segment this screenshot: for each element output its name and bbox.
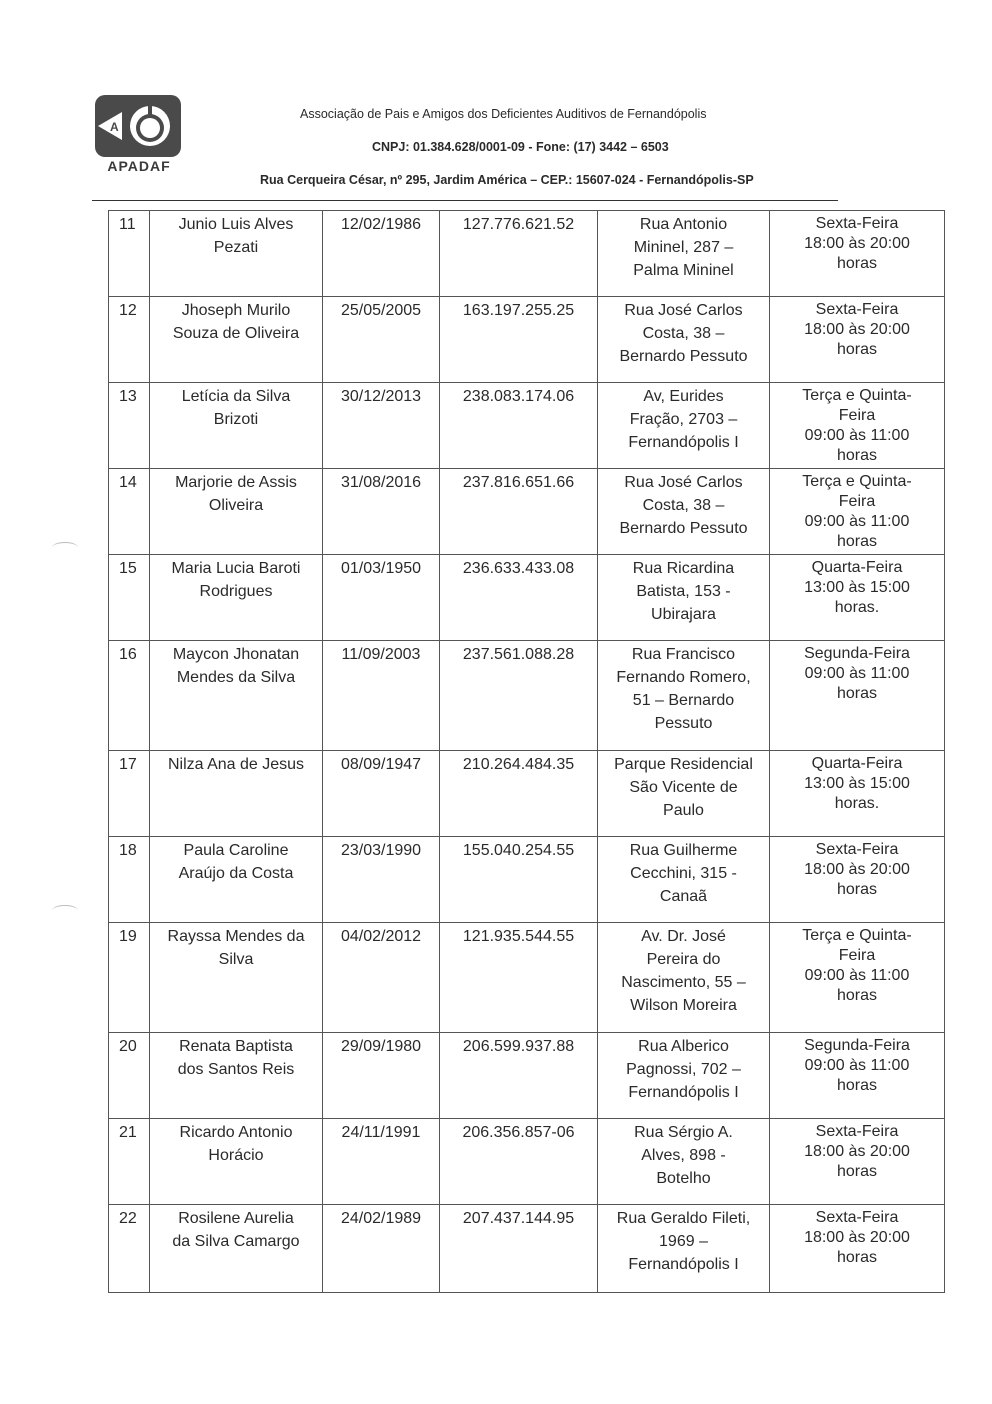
person-name: Junio Luis Alves Pezati <box>150 211 323 297</box>
table-row <box>109 1119 945 1205</box>
home-address: Rua Francisco Fernando Romero, 51 – Bernardo Pessuto <box>598 641 770 751</box>
row-number: 21 <box>109 1119 150 1205</box>
birth-date: 23/03/1990 <box>323 837 440 923</box>
home-address: Rua Guilherme Cecchini, 315 - Canaã <box>598 837 770 923</box>
birth-date: 29/09/1980 <box>323 1033 440 1119</box>
table-row <box>109 211 945 297</box>
attendance-schedule: Segunda-Feira 09:00 às 11:00 horas <box>770 641 945 751</box>
logo-wordmark: APADAF <box>107 158 171 174</box>
margin-mark <box>52 542 78 553</box>
home-address: Rua José Carlos Costa, 38 – Bernardo Pessuto <box>598 469 770 555</box>
person-name: Letícia da Silva Brizoti <box>150 383 323 469</box>
home-address: Av, Eurides Fração, 2703 – Fernandópolis I <box>598 383 770 469</box>
header-divider <box>92 200 838 201</box>
attendance-schedule: Terça e Quinta- Feira 09:00 às 11:00 horas <box>770 383 945 469</box>
home-address: Rua José Carlos Costa, 38 – Bernardo Pessuto <box>598 297 770 383</box>
attendance-schedule: Terça e Quinta- Feira 09:00 às 11:00 horas <box>770 923 945 1033</box>
home-address: Rua Alberico Pagnossi, 702 – Fernandópolis I <box>598 1033 770 1119</box>
person-name: Nilza Ana de Jesus <box>150 751 323 837</box>
row-number: 13 <box>109 383 150 469</box>
birth-date: 11/09/2003 <box>323 641 440 751</box>
home-address: Parque Residencial São Vicente de Paulo <box>598 751 770 837</box>
attendance-schedule: Sexta-Feira 18:00 às 20:00 horas <box>770 297 945 383</box>
document-number: 210.264.484.35 <box>440 751 598 837</box>
roster-table <box>108 210 945 1293</box>
birth-date: 25/05/2005 <box>323 297 440 383</box>
document-number: 127.776.621.52 <box>440 211 598 297</box>
home-address: Rua Antonio Mininel, 287 – Palma Mininel <box>598 211 770 297</box>
table-row <box>109 1033 945 1119</box>
table-row <box>109 297 945 383</box>
person-name: Paula Caroline Araújo da Costa <box>150 837 323 923</box>
birth-date: 24/11/1991 <box>323 1119 440 1205</box>
document-number: 206.356.857-06 <box>440 1119 598 1205</box>
table-row <box>109 1205 945 1293</box>
person-name: Rayssa Mendes da Silva <box>150 923 323 1033</box>
document-number: 155.040.254.55 <box>440 837 598 923</box>
table-row <box>109 923 945 1033</box>
attendance-schedule: Terça e Quinta- Feira 09:00 às 11:00 horas <box>770 469 945 555</box>
row-number: 12 <box>109 297 150 383</box>
birth-date: 12/02/1986 <box>323 211 440 297</box>
document-number: 207.437.144.95 <box>440 1205 598 1293</box>
svg-text:A: A <box>110 120 119 134</box>
person-name: Maycon Jhonatan Mendes da Silva <box>150 641 323 751</box>
birth-date: 04/02/2012 <box>323 923 440 1033</box>
person-name: Jhoseph Murilo Souza de Oliveira <box>150 297 323 383</box>
attendance-schedule: Sexta-Feira 18:00 às 20:00 horas <box>770 837 945 923</box>
person-name: Rosilene Aurelia da Silva Camargo <box>150 1205 323 1293</box>
birth-date: 24/02/1989 <box>323 1205 440 1293</box>
home-address: Av. Dr. José Pereira do Nascimento, 55 – Wilson Moreira <box>598 923 770 1033</box>
home-address: Rua Ricardina Batista, 153 - Ubirajara <box>598 555 770 641</box>
attendance-schedule: Sexta-Feira 18:00 às 20:00 horas <box>770 1119 945 1205</box>
row-number: 19 <box>109 923 150 1033</box>
attendance-schedule: Quarta-Feira 13:00 às 15:00 horas. <box>770 555 945 641</box>
birth-date: 01/03/1950 <box>323 555 440 641</box>
attendance-schedule: Segunda-Feira 09:00 às 11:00 horas <box>770 1033 945 1119</box>
document-number: 121.935.544.55 <box>440 923 598 1033</box>
row-number: 17 <box>109 751 150 837</box>
row-number: 18 <box>109 837 150 923</box>
birth-date: 08/09/1947 <box>323 751 440 837</box>
row-number: 20 <box>109 1033 150 1119</box>
person-name: Maria Lucia Baroti Rodrigues <box>150 555 323 641</box>
organization-name: Associação de Pais e Amigos dos Deficientes Auditivos de Fernandópolis <box>300 107 707 121</box>
row-number: 11 <box>109 211 150 297</box>
table-row <box>109 469 945 555</box>
row-number: 22 <box>109 1205 150 1293</box>
table-row <box>109 555 945 641</box>
cnpj-phone: CNPJ: 01.384.628/0001-09 - Fone: (17) 3442 – 6503 <box>372 140 669 154</box>
document-number: 237.816.651.66 <box>440 469 598 555</box>
row-number: 15 <box>109 555 150 641</box>
document-number: 206.599.937.88 <box>440 1033 598 1119</box>
home-address: Rua Geraldo Fileti, 1969 – Fernandópolis I <box>598 1205 770 1293</box>
organization-address: Rua Cerqueira César, nº 295, Jardim América – CEP.: 15607-024 - Fernandópolis-SP <box>260 173 754 187</box>
document-number: 238.083.174.06 <box>440 383 598 469</box>
attendance-schedule: Sexta-Feira 18:00 às 20:00 horas <box>770 1205 945 1293</box>
document-number: 163.197.255.25 <box>440 297 598 383</box>
row-number: 16 <box>109 641 150 751</box>
document-number: 237.561.088.28 <box>440 641 598 751</box>
person-name: Marjorie de Assis Oliveira <box>150 469 323 555</box>
birth-date: 31/08/2016 <box>323 469 440 555</box>
table-row <box>109 751 945 837</box>
table-row <box>109 641 945 751</box>
person-name: Ricardo Antonio Horácio <box>150 1119 323 1205</box>
table-row <box>109 383 945 469</box>
attendance-schedule: Sexta-Feira 18:00 às 20:00 horas <box>770 211 945 297</box>
attendance-schedule: Quarta-Feira 13:00 às 15:00 horas. <box>770 751 945 837</box>
table-row <box>109 837 945 923</box>
document-number: 236.633.433.08 <box>440 555 598 641</box>
margin-mark <box>52 905 78 916</box>
row-number: 14 <box>109 469 150 555</box>
birth-date: 30/12/2013 <box>323 383 440 469</box>
home-address: Rua Sérgio A. Alves, 898 - Botelho <box>598 1119 770 1205</box>
person-name: Renata Baptista dos Santos Reis <box>150 1033 323 1119</box>
